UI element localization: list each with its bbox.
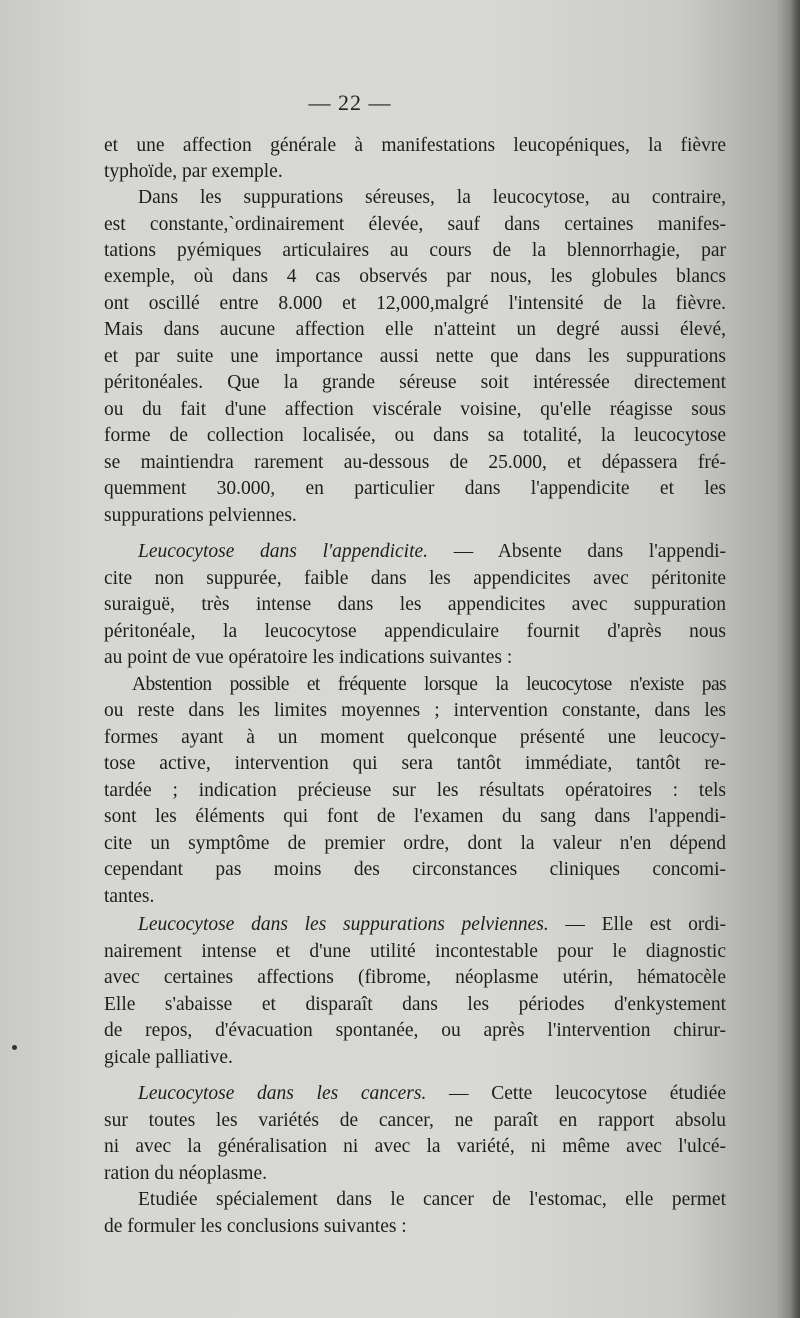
text-line: formes ayant à un moment quelconque présenté une leucocy- [104, 727, 726, 748]
text-line: cependant pas moins des circonstances cliniques concomi- [104, 859, 726, 880]
text-line: typhoïde, par exemple. [104, 161, 283, 182]
text-run: — Absente dans l'appendi- [428, 541, 726, 562]
text-line: Etudiée spécialement dans le cancer de l'estomac, elle permet [138, 1189, 726, 1210]
text-line: cite un symptôme de premier ordre, dont la valeur n'en dépend [104, 833, 726, 854]
section-heading-pelviennes: Leucocytose dans les suppurations pelviennes. [138, 914, 549, 935]
page-number: — 22 — [308, 90, 392, 115]
text-line: de repos, d'évacuation spontanée, ou après l'intervention chirur- [104, 1020, 726, 1041]
section-first-line [138, 1081, 726, 1107]
page-edge-shadow [790, 0, 800, 1318]
text-line: et par suite une importance aussi nette que dans les suppurations [104, 346, 726, 367]
section-heading-cancers: Leucocytose dans les cancers. [138, 1083, 427, 1104]
text-line: tose active, intervention qui sera tantôt immédiate, tantôt re- [104, 753, 726, 774]
text-line: ni avec la généralisation ni avec la variété, ni même avec l'ulcé- [104, 1136, 726, 1157]
text-line: et une affection générale à manifestations leucopéniques, la fièvre [104, 135, 726, 156]
text-line: ou du fait d'une affection viscérale voisine, qu'elle réagisse sous [104, 399, 726, 420]
text-line: péritonéales. Que la grande séreuse soit intéressée directement [104, 372, 726, 393]
text-line: Mais dans aucune affection elle n'atteint un degré aussi élevé, [104, 319, 726, 340]
text-line: forme de collection localisée, ou dans sa totalité, la leucocytose [104, 425, 726, 446]
text-line: sont les éléments qui font de l'examen du sang dans l'appendi- [104, 806, 726, 827]
section-first-line [138, 912, 726, 938]
text-line: se maintiendra rarement au-dessous de 25.000, et dépassera fré- [104, 452, 726, 473]
text-line: sur toutes les variétés de cancer, ne paraît en rapport absolu [104, 1110, 726, 1131]
text-run: — Elle est ordi- [548, 914, 726, 935]
text-line: gicale palliative. [104, 1047, 233, 1068]
text-line: exemple, où dans 4 cas observés par nous, les globules blancs [104, 266, 726, 287]
text-line: de formuler les conclusions suivantes : [104, 1216, 407, 1237]
text-line: Dans les suppurations séreuses, la leucocytose, au contraire, [138, 187, 726, 208]
text-line: ou reste dans les limites moyennes ; intervention constante, dans les [104, 700, 726, 721]
text-line: au point de vue opératoire les indications suivantes : [104, 647, 513, 668]
text-line: est constante,`ordinairement élevée, sauf dans certaines manifes- [104, 214, 726, 235]
text-line: tantes. [104, 886, 155, 907]
section-heading-appendicite: Leucocytose dans l'appendicite. [138, 541, 429, 562]
text-run: — Cette leucocytose étudiée [426, 1083, 726, 1104]
text-line: quemment 30.000, en particulier dans l'appendicite et les [104, 478, 726, 499]
text-line: tations pyémiques articulaires au cours de la blennorrhagie, par [104, 240, 726, 261]
text-line: cite non suppurée, faible dans les appendicites avec péritonite [104, 568, 726, 589]
text-line: ont oscillé entre 8.000 et 12,000,malgré l'intensité de la fièvre. [104, 293, 726, 314]
text-line: suppurations pelviennes. [104, 505, 297, 526]
text-line: nairement intense et d'une utilité incontestable pour le diagnostic [104, 941, 726, 962]
margin-speck [12, 1045, 17, 1050]
text-line: suraiguë, très intense dans les appendicites avec suppuration [104, 594, 726, 615]
text-line: avec certaines affections (fibrome, néoplasme utérin, hématocèle [104, 967, 726, 988]
text-line: tardée ; indication précieuse sur les résultats opératoires : tels [104, 780, 726, 801]
section-first-line [138, 539, 726, 565]
text-line: péritonéale, la leucocytose appendiculaire fournit d'après nous [104, 621, 726, 642]
text-line: Abstention possible et fréquente lorsque la leucocytose n'existe pas [132, 674, 726, 695]
text-line: Elle s'abaisse et disparaît dans les périodes d'enkystement [104, 994, 726, 1015]
text-line: ration du néoplasme. [104, 1163, 267, 1184]
